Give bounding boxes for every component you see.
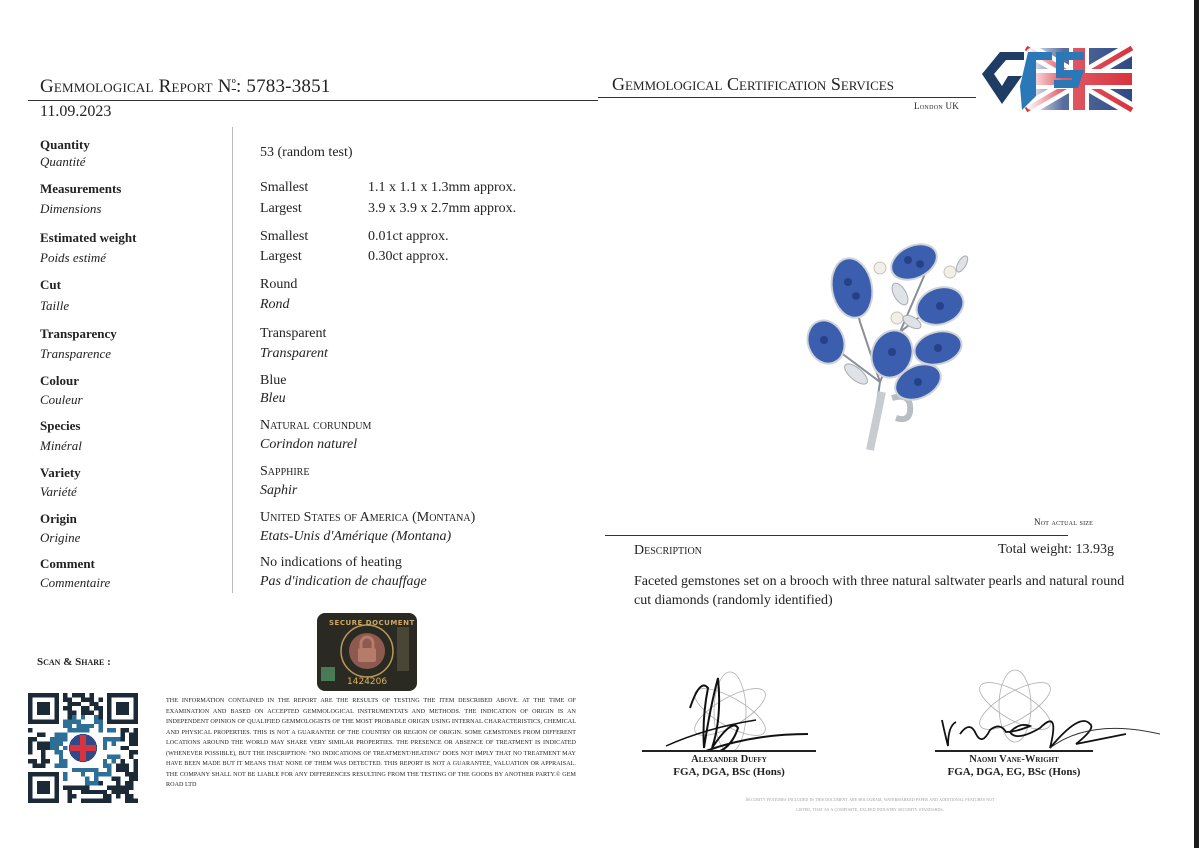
qr-module <box>129 733 133 737</box>
qr-module <box>28 750 32 754</box>
qr-module <box>129 755 133 759</box>
value-colour: Blue <box>260 373 287 388</box>
qr-module <box>81 724 85 728</box>
qr-module <box>76 728 80 732</box>
qr-module <box>50 746 54 750</box>
report-title <box>40 76 331 98</box>
qr-module <box>98 719 102 723</box>
qr-module <box>41 759 45 763</box>
qr-module <box>107 785 111 789</box>
label-transparency-fr: Transparence <box>40 346 112 361</box>
qr-module <box>81 785 85 789</box>
label-estimated-weight-fr: Poids estimé <box>40 250 107 265</box>
qr-module <box>72 785 76 789</box>
value-variety: Sapphire <box>260 464 310 479</box>
qr-module <box>98 799 102 803</box>
signature-naomi-vane-wright <box>920 668 1170 752</box>
qr-module <box>63 733 67 737</box>
qr-module <box>72 794 76 798</box>
qr-module <box>112 759 116 763</box>
qr-module <box>107 768 111 772</box>
qr-module <box>129 799 133 803</box>
qr-module <box>112 785 116 789</box>
measurements-smallest-key: Smallest <box>260 180 309 195</box>
qr-module <box>76 719 80 723</box>
value-species-fr: Corindon naturel <box>260 437 358 452</box>
label-measurements-fr: Dimensions <box>40 201 102 216</box>
qr-module <box>98 781 102 785</box>
weight-largest-value: 0.30ct approx. <box>368 249 449 264</box>
qr-module <box>54 737 58 741</box>
description-rule <box>605 535 1068 536</box>
qr-module <box>85 711 89 715</box>
qr-module <box>98 790 102 794</box>
label-cut: Cut <box>40 277 61 292</box>
qr-module <box>59 737 63 741</box>
qr-module <box>63 724 67 728</box>
qr-module <box>72 715 76 719</box>
qr-module <box>85 728 89 732</box>
qr-module <box>116 790 120 794</box>
value-cut-fr: Rond <box>260 297 290 312</box>
qr-module <box>81 697 85 701</box>
qr-module <box>59 750 63 754</box>
qr-module <box>120 790 124 794</box>
description-title: Description <box>634 543 702 558</box>
company-city: London UK <box>914 101 960 111</box>
signatory-name-2: Naomi Vane-Wright <box>969 754 1059 765</box>
qr-module <box>98 715 102 719</box>
qr-module <box>46 741 50 745</box>
qr-module <box>63 746 67 750</box>
qr-module <box>107 799 111 803</box>
qr-module <box>112 790 116 794</box>
qr-module <box>85 706 89 710</box>
qr-module <box>28 759 32 763</box>
qr-module <box>103 772 107 776</box>
qr-module <box>116 763 120 767</box>
qr-module <box>134 737 138 741</box>
label-estimated-weight: Estimated weight <box>40 230 137 245</box>
qr-module <box>129 750 133 754</box>
qr-module <box>37 763 41 767</box>
qr-module <box>46 759 50 763</box>
qr-module <box>63 706 67 710</box>
qr-module <box>129 777 133 781</box>
qr-module <box>63 785 67 789</box>
signature-line-1 <box>642 750 816 752</box>
qr-module <box>112 741 116 745</box>
qr-module <box>41 733 45 737</box>
qr-module <box>129 741 133 745</box>
qr-module <box>103 763 107 767</box>
qr-module <box>59 733 63 737</box>
qr-module <box>98 697 102 701</box>
qr-module <box>85 785 89 789</box>
qr-module <box>112 737 116 741</box>
qr-module <box>81 799 85 803</box>
measurements-smallest-value: 1.1 x 1.1 x 1.3mm approx. <box>368 180 517 195</box>
qr-module <box>59 759 63 763</box>
qr-module <box>37 741 41 745</box>
qr-module <box>37 733 41 737</box>
qr-module <box>94 702 98 706</box>
qr-module <box>134 768 138 772</box>
qr-module <box>28 737 32 741</box>
qr-module <box>85 777 89 781</box>
qr-module <box>85 799 89 803</box>
qr-module <box>32 763 36 767</box>
qr-module <box>120 737 124 741</box>
qr-module <box>63 759 67 763</box>
qr-module <box>81 693 85 697</box>
label-comment-fr: Commentaire <box>40 575 111 590</box>
qr-module <box>98 772 102 776</box>
qr-module <box>85 781 89 785</box>
qr-module <box>129 781 133 785</box>
value-transparency: Transparent <box>260 326 327 341</box>
label-measurements: Measurements <box>40 181 122 196</box>
qr-module <box>112 728 116 732</box>
qr-module <box>125 768 129 772</box>
signature-alexander-duffy <box>660 668 830 752</box>
qr-module <box>41 741 45 745</box>
qr-module <box>68 711 72 715</box>
qr-module <box>134 799 138 803</box>
hologram-serial: 1424206 <box>347 677 388 687</box>
qr-module <box>68 790 72 794</box>
qr-module <box>63 697 67 701</box>
qr-module <box>41 755 45 759</box>
qr-module <box>125 781 129 785</box>
qr-module <box>116 768 120 772</box>
measurements-largest-value: 3.9 x 3.9 x 2.7mm approx. <box>368 201 517 216</box>
qr-module <box>54 763 58 767</box>
qr-module <box>116 794 120 798</box>
qr-module <box>120 733 124 737</box>
label-variety: Variety <box>40 465 81 480</box>
qr-module <box>37 746 41 750</box>
qr-module <box>103 737 107 741</box>
qr-module <box>116 737 120 741</box>
header-rule-right <box>598 97 976 98</box>
qr-module <box>94 790 98 794</box>
qr-module <box>125 790 129 794</box>
not-actual-size-note: Not actual size <box>1034 517 1093 527</box>
value-transparency-fr: Transparent <box>260 346 328 361</box>
qr-module <box>103 790 107 794</box>
qr-module <box>63 737 67 741</box>
qr-module <box>98 706 102 710</box>
qr-module <box>112 755 116 759</box>
scan-edge-border <box>1194 0 1199 848</box>
qr-module <box>94 715 98 719</box>
qr-module <box>120 759 124 763</box>
qr-module <box>107 728 111 732</box>
security-features-note: Security features included in this document are hologram, watermarked paper and additional features not listed, that as a composite, exceed industry security standards. <box>745 798 995 813</box>
qr-module <box>116 777 120 781</box>
qr-module <box>85 724 89 728</box>
label-colour: Colour <box>40 373 79 388</box>
qr-module <box>134 759 138 763</box>
qr-module <box>46 746 50 750</box>
report-date: 11.09.2023 <box>40 103 112 120</box>
qr-module <box>68 706 72 710</box>
qr-module <box>90 768 94 772</box>
qr-module <box>72 711 76 715</box>
value-comment: No indications of heating <box>260 555 402 570</box>
qr-module <box>120 763 124 767</box>
qr-module <box>54 750 58 754</box>
qr-module <box>41 763 45 767</box>
qr-module <box>63 693 67 697</box>
qr-module <box>68 794 72 798</box>
qr-module <box>85 697 89 701</box>
qr-module <box>116 785 120 789</box>
qr-module <box>125 746 129 750</box>
qr-module <box>94 719 98 723</box>
label-cut-fr: Taille <box>40 298 70 313</box>
qr-module <box>90 693 94 697</box>
qr-module <box>120 768 124 772</box>
qr-module <box>129 794 133 798</box>
qr-module <box>129 785 133 789</box>
qr-module <box>32 759 36 763</box>
qr-module <box>50 741 54 745</box>
qr-module <box>94 768 98 772</box>
security-hologram <box>317 613 417 691</box>
qr-module <box>54 733 58 737</box>
qr-module <box>129 772 133 776</box>
qr-module <box>76 693 80 697</box>
qr-module <box>59 763 63 767</box>
disclaimer-text: THE INFORMATION CONTAINED IN THE REPORT ARE THE RESULTS OF TESTING THE ITEM DESCRIBED ABOVE. AT THE TIME OF EXAMINATION AND BASED ON ACCEPTED GEMMOLOGICAL INSTRUMENTATS AND METHODS. THE INDICATION OF ORIGIN IS AN INDEPENDENT OPINION OF QUALIFIED GEMMOLOGISTS OF THE MOST PROBABLE ORIGIN USING INTERNAL CHARACTERISTICS, CHEMICAL AND PHYSICAL PROPERTIES. THIS IS NOT A GUARANTEE OF THE COUNTRY OR REGION OF ORIGIN. SOME GEMSTONES FROM DIFFERENT LOCATIONS AROUND THE WORLD MAY SHARE VERY SIMILAR PROPERTIES. THE PRESENCE OR ABSENCE OF TREATMENT IS INDICATED (WHENEVER POSSIBLE), BUT THE INSCRIPTION: "NO INDICATIONS OF TREATMENT/HEATING" DOES NOT IMPLY THAT NO TREATMENT MAY HAVE BEEN MADE BUT IT MEANS THAT NONE OF THEM WAS DETECTED. THIS REPORT IS NOT A GUARANTEE, VALUATION OR APPRAISAL. THE COMPANY SHALL NOT BE LIABLE FOR ANY DIFFERENCES RESULTING FROM THE TESTING OF THE GOODS BY ANOTHER PARTY.© GEM ROAD LTD <box>166 698 576 788</box>
qr-module <box>103 794 107 798</box>
value-cut: Round <box>260 277 298 292</box>
report-title-sup: º <box>231 76 236 91</box>
label-variety-fr: Variété <box>40 484 77 499</box>
qr-module <box>63 777 67 781</box>
qr-module <box>72 702 76 706</box>
qr-module <box>94 781 98 785</box>
label-colour-fr: Couleur <box>40 392 83 407</box>
qr-module <box>125 763 129 767</box>
qr-module <box>85 790 89 794</box>
measurements-largest-key: Largest <box>260 201 302 216</box>
signature-line-2 <box>935 750 1093 752</box>
qr-module <box>68 728 72 732</box>
qr-module <box>134 733 138 737</box>
qr-module <box>94 777 98 781</box>
label-species: Species <box>40 418 81 433</box>
qr-module <box>103 759 107 763</box>
qr-module <box>125 794 129 798</box>
qr-module <box>90 781 94 785</box>
label-quantity: Quantity <box>40 137 90 152</box>
qr-module <box>107 737 111 741</box>
qr-module <box>81 790 85 794</box>
qr-module <box>103 746 107 750</box>
weight-smallest-value: 0.01ct approx. <box>368 229 449 244</box>
qr-module <box>63 719 67 723</box>
gcs-logo <box>978 46 1134 112</box>
qr-module <box>107 794 111 798</box>
qr-module <box>41 746 45 750</box>
qr-module <box>112 777 116 781</box>
qr-module <box>68 715 72 719</box>
label-comment: Comment <box>40 556 95 571</box>
qr-module <box>85 768 89 772</box>
qr-module <box>72 728 76 732</box>
qr-module <box>28 728 32 732</box>
value-species: Natural corundum <box>260 418 372 433</box>
qr-module <box>116 755 120 759</box>
label-transparency: Transparency <box>40 326 117 341</box>
qr-module <box>94 799 98 803</box>
qr-module <box>94 772 98 776</box>
qr-module <box>98 711 102 715</box>
qr-module <box>134 750 138 754</box>
qr-module <box>50 737 54 741</box>
qr-module <box>129 737 133 741</box>
signatory-credentials-1: FGA, DGA, BSc (Hons) <box>673 766 785 778</box>
signatory-name-1: Alexander Duffy <box>691 754 767 765</box>
label-species-fr: Minéral <box>40 438 82 453</box>
qr-module <box>125 728 129 732</box>
scan-share-label: Scan & Share : <box>37 656 111 668</box>
qr-module <box>76 724 80 728</box>
column-divider <box>232 127 233 593</box>
qr-module <box>103 741 107 745</box>
qr-module <box>134 741 138 745</box>
qr-module <box>120 785 124 789</box>
qr-module <box>120 728 124 732</box>
qr-module <box>125 785 129 789</box>
qr-module <box>107 772 111 776</box>
label-origin-fr: Origine <box>40 530 81 545</box>
label-quantity-fr: Quantité <box>40 154 86 169</box>
label-origin: Origin <box>40 511 77 526</box>
qr-module <box>68 697 72 701</box>
qr-module <box>28 741 32 745</box>
qr-module <box>81 768 85 772</box>
value-origin: United States of America (Montana) <box>260 510 476 525</box>
qr-module <box>68 719 72 723</box>
qr-module <box>76 785 80 789</box>
qr-module <box>81 772 85 776</box>
qr-module <box>28 746 32 750</box>
qr-module <box>41 750 45 754</box>
qr-code[interactable] <box>28 692 138 804</box>
qr-module <box>90 697 94 701</box>
qr-module <box>134 772 138 776</box>
qr-module <box>76 768 80 772</box>
total-weight: Total weight: 13.93g <box>998 542 1115 557</box>
qr-module <box>134 777 138 781</box>
header-rule-left <box>28 100 598 101</box>
qr-module <box>103 799 107 803</box>
qr-module <box>81 715 85 719</box>
qr-module <box>59 755 63 759</box>
signatory-credentials-2: FGA, DGA, EG, BSc (Hons) <box>947 766 1081 778</box>
qr-module <box>90 799 94 803</box>
qr-module <box>134 763 138 767</box>
qr-module <box>81 706 85 710</box>
qr-module <box>81 728 85 732</box>
value-comment-fr: Pas d'indication de chauffage <box>260 574 427 589</box>
qr-module <box>54 741 58 745</box>
weight-smallest-key: Smallest <box>260 229 309 244</box>
qr-module <box>63 763 67 767</box>
qr-module <box>72 693 76 697</box>
qr-module <box>81 711 85 715</box>
qr-module <box>107 755 111 759</box>
weight-largest-key: Largest <box>260 249 302 264</box>
qr-module <box>63 772 67 776</box>
value-variety-fr: Saphir <box>260 483 298 498</box>
qr-module <box>68 799 72 803</box>
qr-module <box>68 724 72 728</box>
value-colour-fr: Bleu <box>260 391 286 406</box>
qr-module <box>125 799 129 803</box>
qr-module <box>94 706 98 710</box>
hologram-title: SECURE DOCUMENT <box>329 619 415 627</box>
report-title-prefix: Gemmological Report N <box>40 76 232 97</box>
qr-module <box>72 719 76 723</box>
value-quantity: 53 (random test) <box>260 145 353 160</box>
qr-module <box>90 711 94 715</box>
qr-module <box>32 737 36 741</box>
qr-module <box>98 724 102 728</box>
qr-module <box>125 772 129 776</box>
value-origin-fr: Etats-Unis d'Amérique (Montana) <box>260 529 452 544</box>
union-flag-icon <box>69 734 97 762</box>
qr-module <box>120 746 124 750</box>
qr-module <box>90 790 94 794</box>
qr-module <box>72 768 76 772</box>
report-number: : 5783-3851 <box>235 76 331 97</box>
qr-module <box>90 702 94 706</box>
qr-module <box>107 763 111 767</box>
description-text: Faceted gemstones set on a brooch with three natural saltwater pearls and natural round cut diamonds (randomly identified) <box>634 574 1125 608</box>
qr-module <box>116 781 120 785</box>
qr-module <box>68 702 72 706</box>
qr-module <box>76 702 80 706</box>
qr-module <box>59 741 63 745</box>
qr-module <box>54 746 58 750</box>
qr-module <box>98 728 102 732</box>
qr-module <box>134 728 138 732</box>
qr-module <box>68 785 72 789</box>
qr-module <box>90 724 94 728</box>
company-name: Gemmological Certification Services <box>612 74 894 94</box>
brooch-image <box>800 222 980 462</box>
